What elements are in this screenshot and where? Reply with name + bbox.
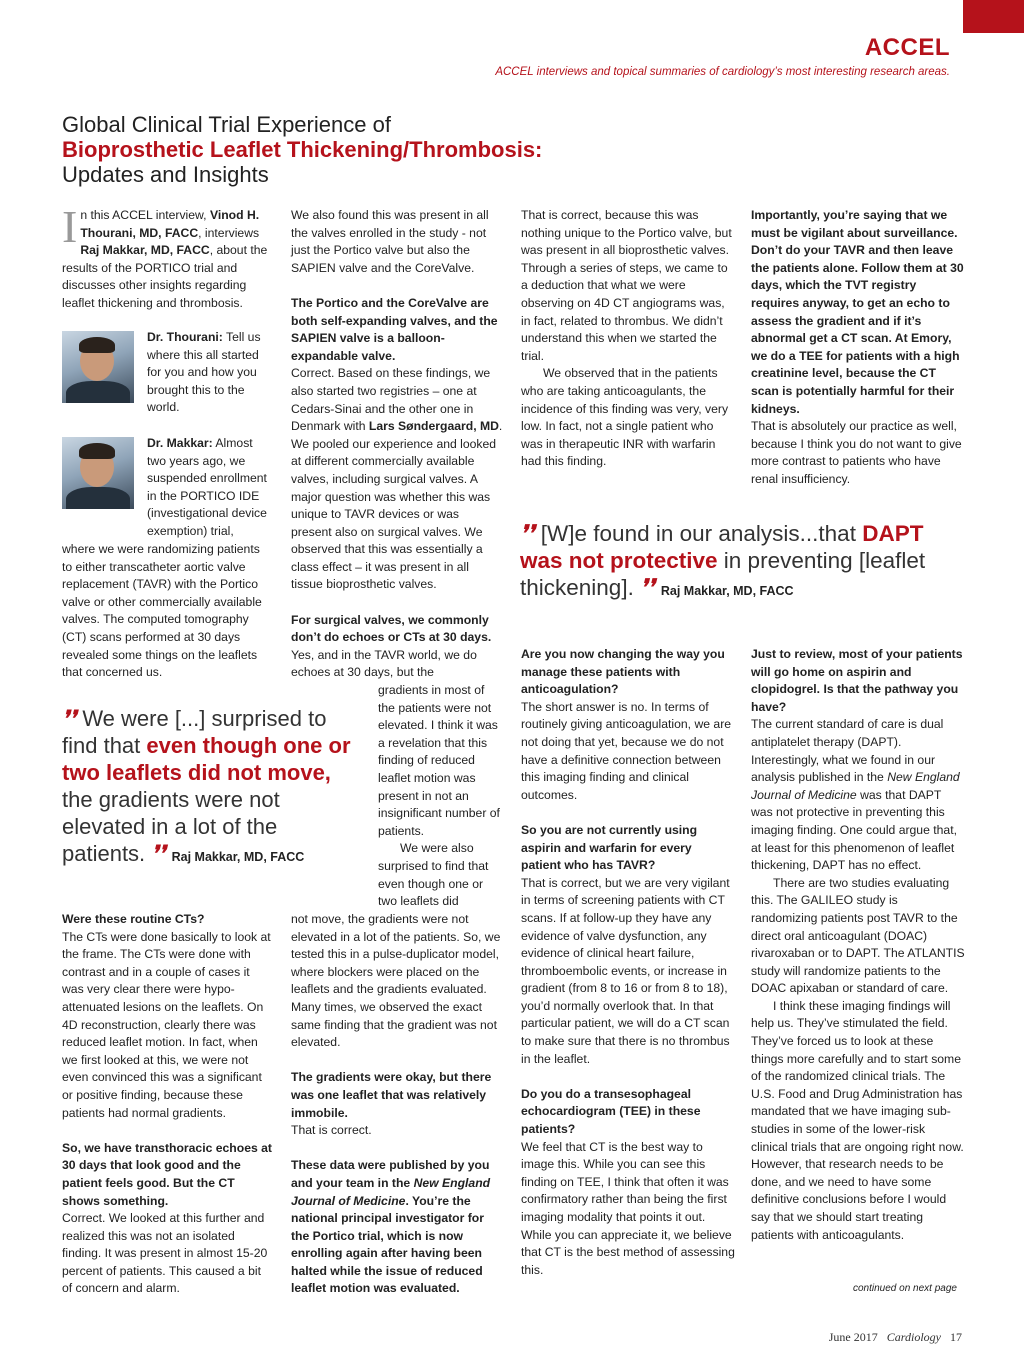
close-quote-mark-2: ❜❜ — [640, 575, 655, 600]
continued-note: continued on next page — [853, 1283, 957, 1294]
close-quote-mark: ❜❜ — [151, 841, 166, 866]
intro-text: n this ACCEL interview, — [80, 208, 210, 222]
col4-para-studies: There are two studies evaluating this. The GALILEO study is randomizing patients post TAVR to the direct oral anticoagulant (DOAC) rivaroxaban or to DAPT. The ATLANTIS study will randomize patients to the DOAC apixaban or standard of care. — [751, 875, 965, 996]
page-number: 17 — [950, 1330, 962, 1344]
interviewee-name: Raj Makkar, MD, FACC — [80, 243, 210, 258]
headline-line1: Global Clinical Trial Experience of — [62, 112, 391, 137]
question-vigilance: Importantly, you’re saying that we must be vigilant about surveillance. Don’t do your TAVR and then leave the patients alone. Follow them at 30 days, which the TVT registry requires anyway, to get an echo to assess the gradient and if it’s abnormal get a CT scan. At Emory, we do a TEE for patients with a high creatinine level, because the CT scan is potentially harmful for their kidneys. — [751, 208, 964, 416]
pull2-attribution: Raj Makkar, MD, FACC — [660, 584, 794, 598]
makkar-text-a: Almost two years ago, we suspended enrollment in the PORTICO IDE (investigational device exemption) trial, — [147, 436, 267, 538]
column-1-lower — [62, 911, 274, 1298]
page-footer — [829, 1330, 962, 1345]
column-4-top — [751, 207, 965, 489]
answer-vigilance: That is absolutely our practice as well, because I think you do not want to give more contrast to patients who have renal insufficiency. — [751, 419, 962, 486]
journal-name-2: New England Journal of Medicine — [751, 770, 960, 802]
column-3-lower — [521, 646, 735, 1279]
pull-quote-1 — [62, 705, 352, 871]
question-aspirin-warfarin: So you are not currently using aspirin and warfarin for every patient who has TAVR? — [521, 822, 698, 873]
section-subtitle: ACCEL interviews and topical summaries of cardiology’s most interesting research areas. — [495, 66, 950, 78]
col4-para-findings: I think these imaging findings will help us. They’ve stimulated the field. They’ve forced us to look at these things more carefully and to start some of the randomized clinical trials. The U.S. Food and Drug Administration has mandated that we have imaging sub-studies in some of the lower-risk clinical trials that are ongoing right now. However, that research needs to be done, and we need to have some definitive conclusions before I would say that we should start treating patients with anticoagulants. — [751, 998, 964, 1242]
answer-surgical-a: Yes, and in the TAVR world, we do echoes at 30 days, but the — [291, 647, 477, 680]
open-quote-mark: ❜❜ — [62, 706, 77, 731]
makkar-photo — [62, 437, 134, 509]
answer-anticoagulation: The short answer is no. In terms of routinely giving anticoagulation, we are not doing that yet, because we do not have a definitive connection between this imaging finding and clinical outcomes. — [521, 699, 732, 802]
answer-routine-cts: The CTs were done basically to look at the frame. The CTs were done with contrast and in a couple of cases it was very clear there were hypo-attenuated lesions on the leaflets. On 4D reconstruction, clearly there was reduced leaflet motion. In fact, when we first looked at this, we were not even convinced this was a significant or positive finding, because these patients had normal gradients. — [62, 929, 271, 1120]
answer-gradients-okay: That is correct. — [291, 1123, 372, 1138]
question-routine-cts: Were these routine CTs? — [62, 912, 205, 926]
pull1-text-a: We were [...] surprised to find that — [62, 706, 327, 758]
answer-aspirin-warfarin: That is correct, but we are very vigilant in terms of screening patients with CT scans. If at follow-up they have any evidence of valve dysfunction, any evidence of clinical heart failure, thromboembolic events, or increase in gradient (from 8 to 16 or from 8 to 18), you’d normally overlook that. In that particular patient, we will do a CT scan to make sure that there is no thrombus in the leaflet. — [521, 875, 730, 1066]
pull1-text-c: the gradients were not elevated in a lot of the patients. — [62, 787, 280, 866]
pull2-text-a: [W]e found in our analysis...that — [540, 521, 863, 546]
speaker-makkar: Dr. Makkar: — [147, 436, 213, 450]
column-1-intro — [62, 201, 268, 313]
answer-surgical-b: gradients in most of the patients were not elevated. I think it was a revelation that this finding of reduced leaflet motion was present in not an insignificant number of patients. — [378, 683, 500, 838]
thourani-question — [147, 329, 271, 417]
corner-color-block — [963, 0, 1024, 33]
question-published-c: . You’re the national principal investigator for the Portico trial, which is now enrolling again after having been halted while the issue of reduced leaflet motion was evaluated. — [291, 1193, 484, 1296]
col3-para-2: We observed that in the patients who are taking anticoagulants, the incidence of this finding was very, very low. In fact, not a single patient who was in therapeutic INR with warfarin had this finding. — [521, 366, 729, 469]
question-tee: Do you do a transesophageal echocardiogram (TEE) in these patients? — [521, 1086, 701, 1137]
pull1-emphasis: even though one or two leaflets did not move, — [62, 733, 351, 785]
thourani-photo — [62, 331, 134, 403]
question-gradients-okay: The gradients were okay, but there was one leaflet that was relatively immobile. — [291, 1070, 492, 1120]
headline-line2: Bioprosthetic Leaflet Thickening/Thrombosis: — [62, 137, 543, 162]
makkar-text-b: where we were randomizing patients to either transcatheter aortic valve replacement (TAVR) with the Portico valve or other commercially available valves. The computed tomography (CT) scans performed at 30 days revealed some things on the leaflets that concerned us. — [62, 542, 262, 680]
intro-text-2: , interviews — [198, 225, 260, 240]
answer-pathway-c: was that DAPT was not protective in preventing this imaging finding. One could argue that, at least for this phenomenon of leaflet thickening, DAPT has no effect. — [751, 787, 957, 873]
drop-cap: I — [62, 201, 78, 252]
thourani-text: Tell us where this all started for you and how you brought this to the world. — [147, 330, 261, 415]
col2-para-1: We also found this was present in all the valves enrolled in the study - not just the Portico valve but also the SAPIEN valve and the CoreValve. — [291, 208, 489, 275]
answer-surgical-c: We were also surprised to find that even though one or two leaflets did — [378, 841, 489, 909]
answer-surgical-d: not move, the gradients were not elevated in a lot of the patients. So, we tested this in a pulse-duplicator model, where blockers were placed on the leaflets and the gradients evaluated. Many times, we observed the exact same finding that the gradient was not elevated. — [291, 912, 501, 1050]
question-echoes: So, we have transthoracic echoes at 30 days that look good and the patient feels good. But the CT shows something. — [62, 1140, 272, 1208]
section-title: ACCEL — [864, 34, 950, 61]
column-2-narrow — [378, 682, 504, 911]
interviewer-name: Vinod H. Thourani, MD, FACC — [80, 208, 260, 240]
answer-echoes: Correct. We looked at this further and realized this was not an isolated finding. It was present in almost 15-20 percent of patients. This caused a bit of concern and alarm. — [62, 1211, 268, 1296]
pull2-emphasis: DAPT was not protective — [520, 521, 924, 573]
question-self-expanding: The Portico and the CoreValve are both self-expanding valves, and the SAPIEN valve is a balloon-expandable valve. — [291, 295, 498, 363]
speaker-thourani: Dr. Thourani: — [147, 330, 223, 344]
answer-pathway-a: The current standard of care is dual antiplatelet therapy (DAPT). Interestingly, what we found in our analysis published in the — [751, 717, 944, 785]
answer-tee: We feel that CT is the best way to image this. While you can see this finding on TEE, I think that often it was confirmatory rather than being the first imaging modality that points it out. While you can appreciate it, we believe that CT is the best method of assessing this. — [521, 1139, 735, 1277]
question-surgical-valves: For surgical valves, we commonly don’t do echoes or CTs at 30 days. — [291, 612, 492, 645]
pull-quote-2 — [520, 520, 950, 605]
answer-registries-a: Correct. Based on these findings, we also started two registries – one at Cedars-Sinai and the other one in Denmark with — [291, 366, 491, 434]
makkar-answer-continued — [62, 541, 272, 682]
magazine-name: Cardiology — [886, 1330, 941, 1344]
col3-para-1: That is correct, because this was nothing unique to the Portico valve, but was present in all bioprosthetic valves. Through a series of steps, we came to a deduction that what we were observing on 4D CT angiograms was, in fact, related to thrombus. We didn’t understand this when we started the trial. — [521, 208, 732, 363]
column-4-lower — [751, 646, 965, 1244]
pull1-attribution: Raj Makkar, MD, FACC — [171, 850, 305, 864]
makkar-answer-start — [147, 435, 271, 541]
open-quote-mark-2: ❜❜ — [520, 521, 535, 546]
headline-line3: Updates and Insights — [62, 162, 269, 187]
person-sondergaard: Lars Søndergaard, MD — [368, 419, 499, 434]
intro-text-3: , about the results of the PORTICO trial and discusses other insights regarding leaflet thickening and thrombosis. — [62, 243, 268, 310]
question-pathway: Just to review, most of your patients will go home on aspirin and clopidogrel. Is that the pathway you have? — [751, 647, 963, 714]
issue-date: June 2017 — [828, 1330, 878, 1344]
question-published-a: These data were published by you and your team in the — [291, 1158, 490, 1190]
pull2-text-c: in preventing [leaflet thickening]. — [520, 548, 926, 600]
journal-name: New England Journal of Medicine — [291, 1175, 491, 1208]
question-anticoagulation: Are you now changing the way you manage these patients with anticoagulation? — [521, 647, 725, 697]
column-2-lower — [291, 911, 503, 1298]
answer-registries-c: . We pooled our experience and looked at different commercially available valves, including surgical valves. A major question was whether this was unique to TAVR devices or was present also on surgical valves. We observed that this was essentially a class effect – it was present in all tissue bioprosthetic valves. — [291, 419, 503, 592]
column-2-top — [291, 207, 503, 682]
article-headline — [62, 112, 662, 187]
column-3-top — [521, 207, 735, 471]
